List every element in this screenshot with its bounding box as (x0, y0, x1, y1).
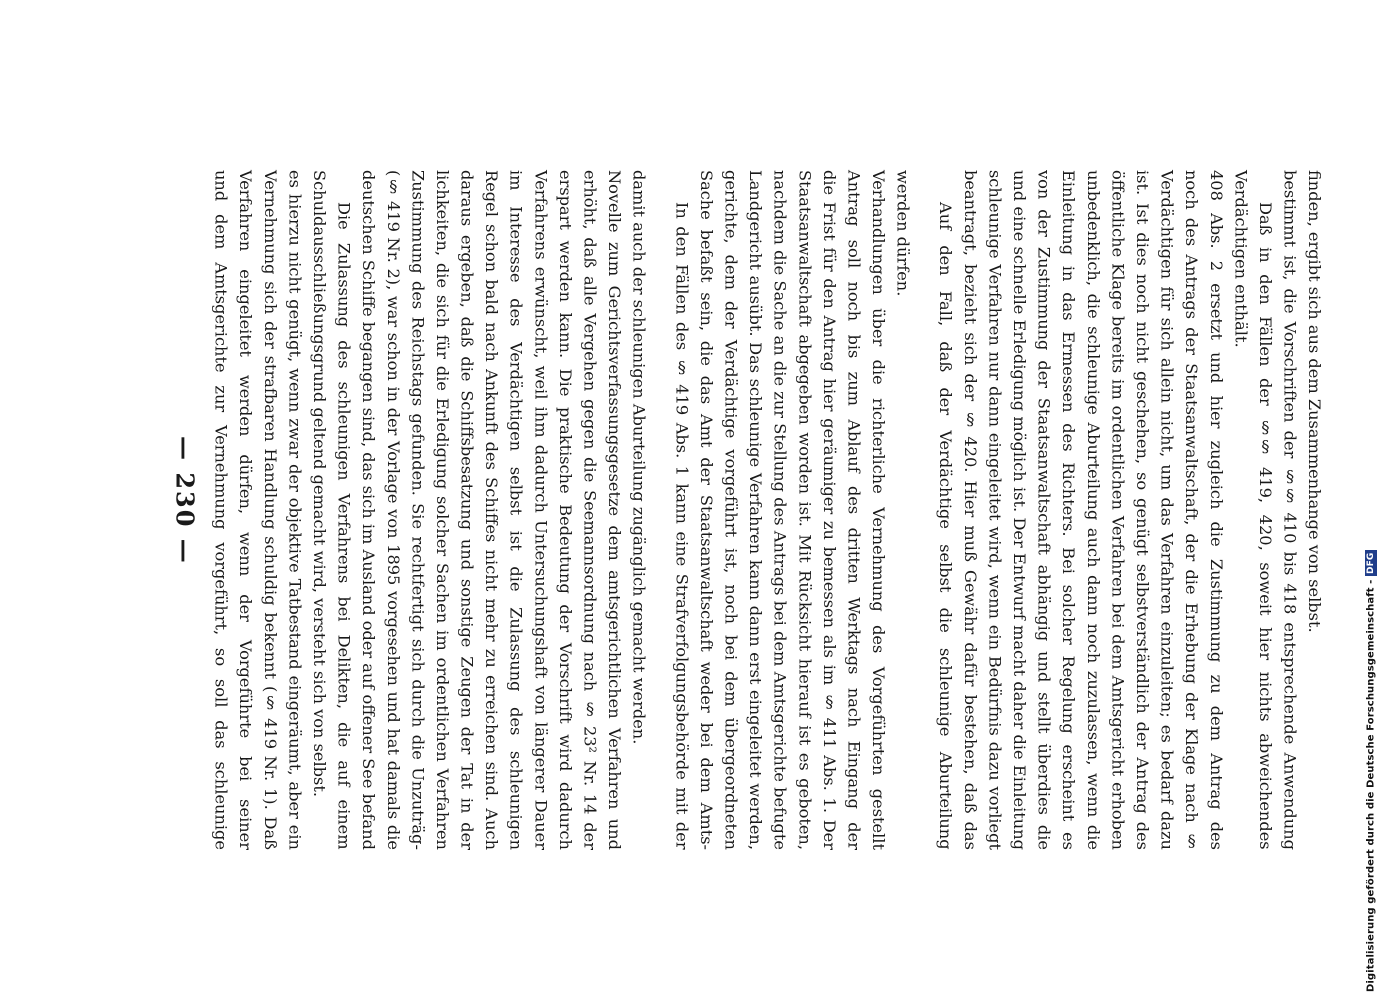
digitization-credit (1362, 8, 1380, 992)
body-text (208, 170, 1325, 850)
paragraph-5: Daß in den Fällen der §§ 419, 420, soweit hier nichts abweichendes bestimmt ist, die Vorschriften der §§ 410 bis 418 entsprechende Anwendung finden, ergibt sich aus dem Zusammenhange von selbst. (1255, 170, 1325, 850)
credit-text: Digitalisierung gefördert durch die Deutsche Forschungsgemeinschaft - (1365, 579, 1377, 992)
paragraph-2: Die Zulassung des schleunigen Verfahrens bei Delikten, die auf einem deutschen Schiffe begangen sind, das sich im Ausland oder auf offener See befand (§ 419 Nr. 2), war schon in der Vorlage von 1895 vorgesehen und hat damals die Zustimmung des Reichstags gefunden. Sie rechtfertigt sich durch die Unzuträglichkeiten, die sich für die Erledigung solcher Sachen im ordentlichen Verfahren daraus ergeben, daß die Schiffsbesatzung und sonstige Zeugen der Tat in der Regel schon bald nach Ankunft des Schiffes nicht mehr zu erreichen sind. Auch im Interesse des Verdächtigen selbst ist die Zulassung des schleunigen Verfahrens erwünscht, weil ihm dadurch Untersuchungshaft von längerer Dauer erspart werden kann. Die praktische Bedeutung der Vorschrift wird dadurch erhöht, daß alle Vergehen gegen die Seemannsordnung nach § 23² Nr. 14 der Novelle zum Gerichtsverfassungsgesetze dem amtsgerichtlichen Verfahren und damit auch der schleunigen Aburteilung zugänglich gemacht werden. (334, 170, 649, 850)
paragraph-1: und dem Amtsgerichte zur Vernehmung vorgeführt, so soll das schleunige Verfahren eingeleitet werden dürfen, wenn der Vorgeführte bei seiner Vernehmung sich der strafbaren Handlung schuldig bekennt (§ 419 Nr. 1). Daß es hierzu nicht genügt, wenn zwar der objektive Tatbestand eingeräumt, aber ein Schuldausschließungsgrund geltend gemacht wird, versteht sich von selbst. (211, 170, 329, 850)
page-number: — 230 — (170, 435, 200, 565)
paragraph-3: In den Fällen des § 419 Abs. 1 kann eine Strafverfolgungsbehörde mit der Sache befaßt sein, die das Amt der Staatsanwaltschaft weder bei dem Amtsgerichte, dem der Verdächtige vorgeführt ist, noch bei dem übergeordneten Landgericht ausübt. Das schleunige Verfahren kann dann erst eingeleitet werden, nachdem die Sache an die zur Stellung des Antrags bei dem Amtsgerichte befugte Staatsanwaltschaft abgegeben worden ist. Mit Rücksicht hierauf ist es geboten, die Frist für den Antrag hier geräumiger zu bemessen als im § 411 Abs. 1. Der Antrag soll noch bis zum Ablauf des dritten Werktags nach Eingang der Verhandlungen über die richterliche Vernehmung des Vorgeführten gestellt werden dürfen. (672, 170, 913, 850)
dfg-logo: DFG (1366, 552, 1376, 574)
paragraph-4: Auf den Fall, daß der Verdächtige selbst die schleunige Aburteilung beantragt, bezieht sich der § 420. Hier muß Gewähr dafür bestehen, daß das schleunige Verfahren nur dann eingeleitet wird, wenn ein Bedürfnis dazu vorliegt und eine schnelle Erledigung möglich ist. Der Entwurf macht daher die Einleitung von der Zustimmung der Staatsanwaltschaft abhängig und stellt überdies die Einleitung in das Ermessen des Richters. Bei solcher Regelung erscheint es unbedenklich, die schleunige Aburteilung auch dann noch zuzulassen, wenn die öffentliche Klage bereits im ordentlichen Verfahren bei dem Amtsgericht erhoben ist. Ist dies noch nicht geschehen, so genügt selbstverständlich der Antrag des Verdächtigen für sich allein nicht, um das Verfahren einzuleiten; es bedarf dazu noch des Antrags der Staatsanwaltschaft, der die Erhebung der Klage nach § 408 Abs. 2 ersetzt und hier zugleich die Zustimmung zu dem Antrag des Verdächtigen enthält. (936, 170, 1251, 850)
